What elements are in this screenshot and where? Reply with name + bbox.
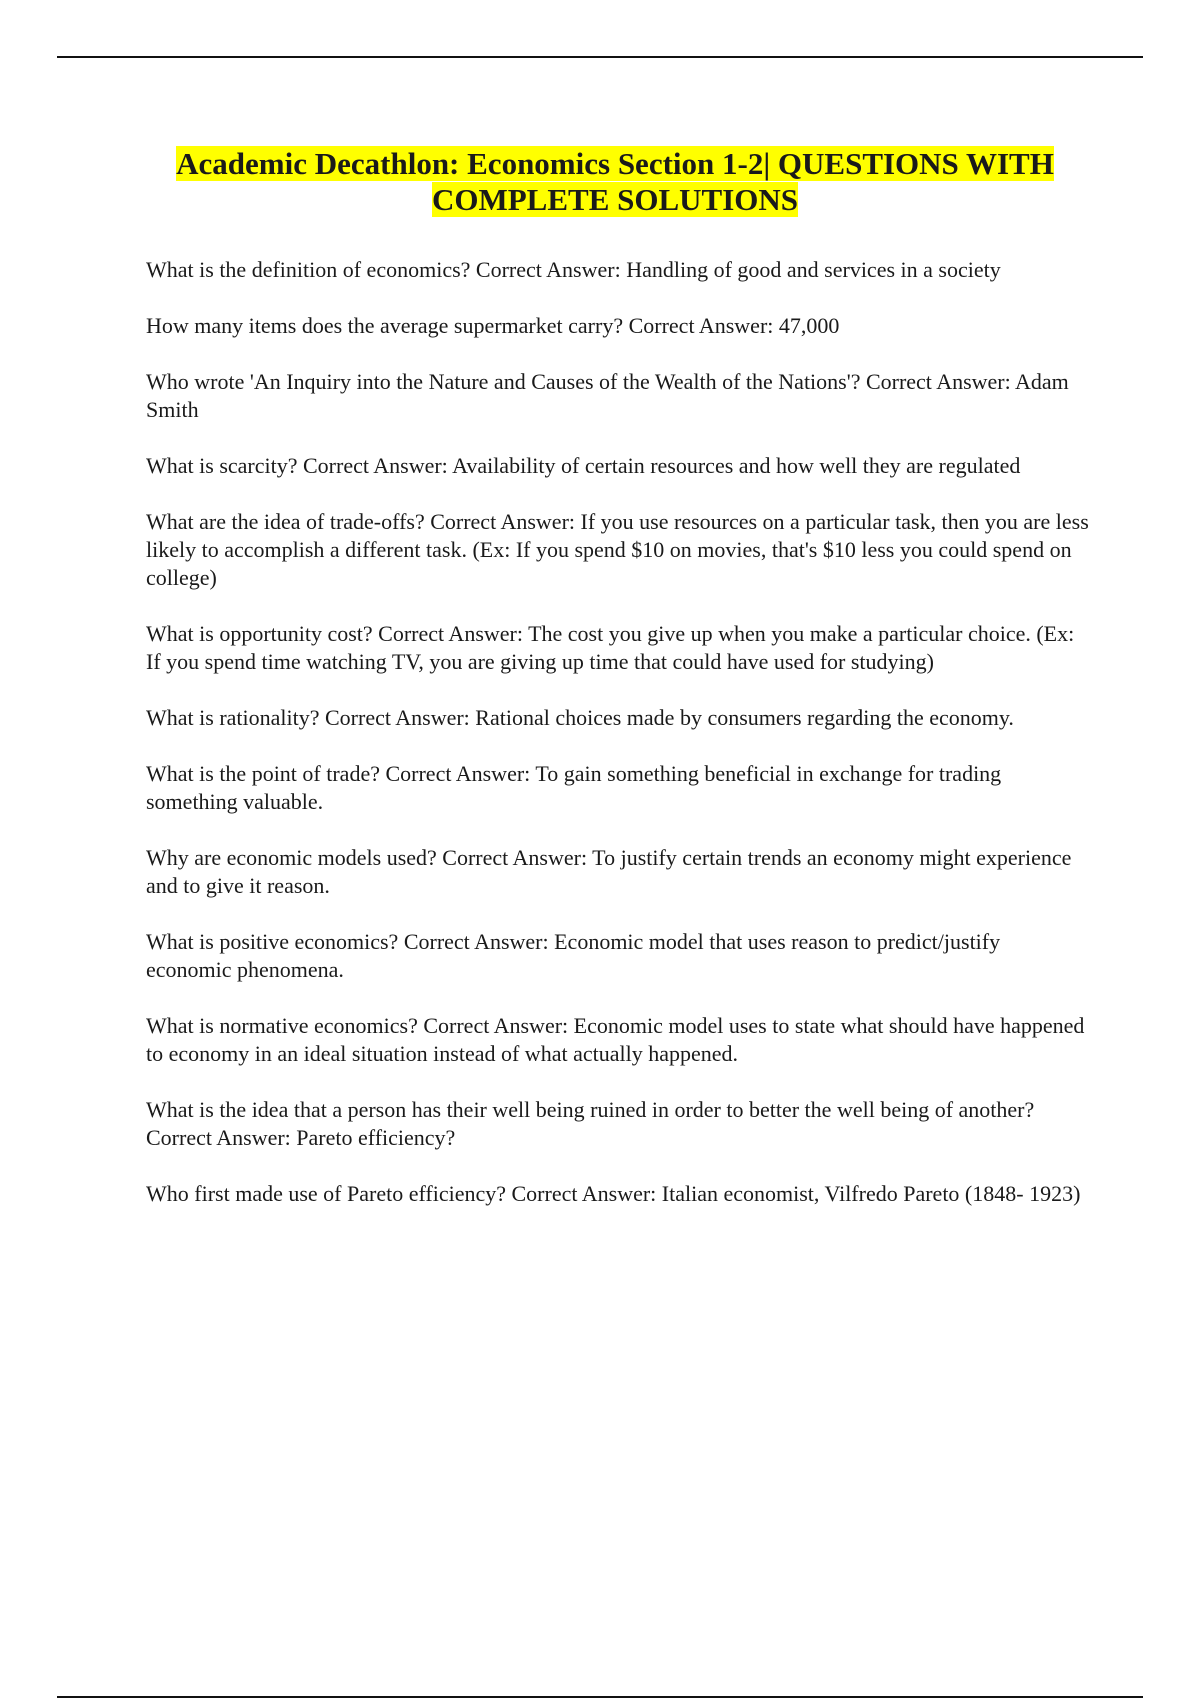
qa-item: Who first made use of Pareto efficiency? Correct Answer: Italian economist, Vilfredo Pareto (1848- 1923) [146, 1181, 1081, 1206]
qa-item: What is the definition of economics? Correct Answer: Handling of good and services in a society [146, 257, 1001, 282]
qa-list [146, 256, 1091, 1236]
qa-item: Who wrote 'An Inquiry into the Nature and Causes of the Wealth of the Nations'? Correct Answer: Adam Smith [146, 369, 1069, 422]
top-rule [57, 56, 1143, 58]
document-title-text: Academic Decathlon: Economics Section 1-2| QUESTIONS WITH COMPLETE SOLUTIONS [176, 146, 1054, 217]
qa-item: What is the point of trade? Correct Answer: To gain something beneficial in exchange for trading something valuable. [146, 761, 1002, 814]
qa-item: What is positive economics? Correct Answer: Economic model that uses reason to predict/justify economic phenomena. [146, 929, 1001, 982]
qa-item: What is the idea that a person has their well being ruined in order to better the well being of another? Correct Answer: Pareto efficiency? [146, 1097, 1035, 1150]
qa-item: What is rationality? Correct Answer: Rational choices made by consumers regarding the economy. [146, 705, 1014, 730]
qa-item: What is opportunity cost? Correct Answer: The cost you give up when you make a particular choice. (Ex: If you spend time watching TV, you are giving up time that could have used for studying) [146, 621, 1075, 674]
document-title [140, 146, 1090, 218]
qa-item: How many items does the average supermarket carry? Correct Answer: 47,000 [146, 313, 840, 338]
qa-item: What are the idea of trade-offs? Correct Answer: If you use resources on a particular task, then you are less likely to accomplish a different task. (Ex: If you spend $10 on movies, that's $10 less you could spend on college) [146, 509, 1089, 590]
bottom-rule [57, 1696, 1143, 1698]
qa-item: What is normative economics? Correct Answer: Economic model uses to state what should have happened to economy in an ideal situation instead of what actually happened. [146, 1013, 1085, 1066]
qa-item: What is scarcity? Correct Answer: Availability of certain resources and how well they are regulated [146, 453, 1021, 478]
qa-item: Why are economic models used? Correct Answer: To justify certain trends an economy might experience and to give it reason. [146, 845, 1072, 898]
